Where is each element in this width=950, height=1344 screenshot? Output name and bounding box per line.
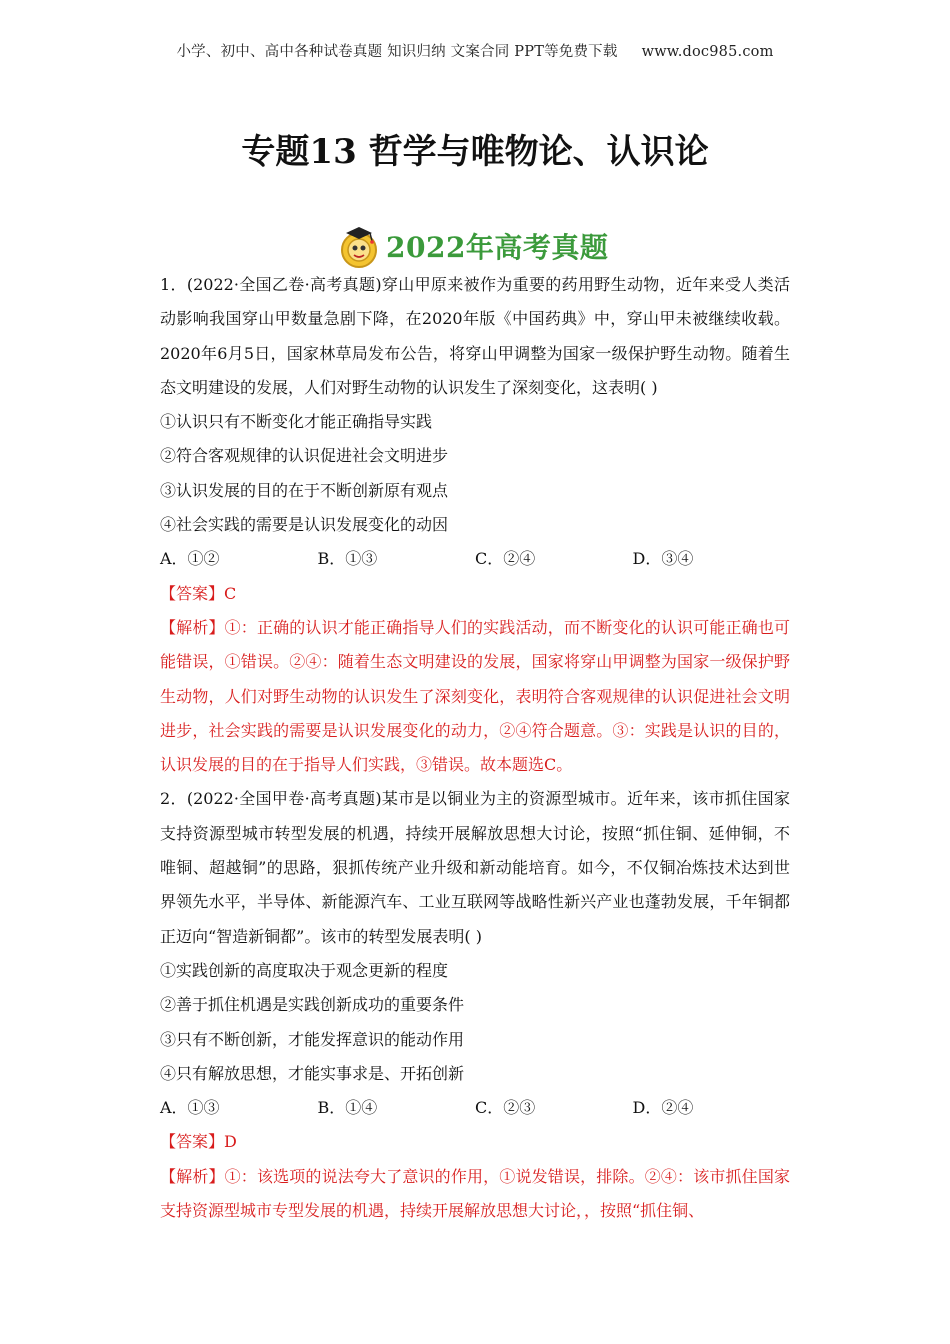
option-a: A．①③ [160, 1098, 220, 1118]
option-d: D．②④ [632, 1098, 694, 1118]
question-list [160, 268, 790, 1228]
page-title: 专题13 哲学与唯物论、认识论 [241, 132, 709, 172]
analysis-label: 【解析】 [160, 617, 225, 637]
option-b: B．①③ [317, 549, 378, 569]
analysis-text: ①：正确的认识才能正确指导人们的实践活动，而不断变化的认识可能正确也可能错误，①错误。②④：随着生态文明建设的发展，国家将穿山甲调整为国家一级保护野生动物，人们对野生动物的认识发生了深刻变化，表明符合客观规律的认识促进社会文明进步，社会实践的需要是认识发展变化的动力，②④符合题意。③：实践是认识的目的，认识发展的目的在于指导人们实践，③错误。故本题选C。 [160, 617, 790, 775]
option-b: B．①④ [317, 1098, 378, 1118]
question-item: ①实践创新的高度取决于观念更新的程度 [160, 960, 449, 980]
answer-options [160, 1091, 790, 1125]
header-text: 小学、初中、高中各种试卷真题 知识归纳 文案合同 PPT等免费下载 [176, 44, 618, 60]
section-badge [334, 222, 634, 272]
option-c: C．②④ [475, 549, 536, 569]
answer-line [160, 577, 790, 611]
question-item: ①认识只有不断变化才能正确指导实践 [160, 412, 433, 432]
page-header [0, 40, 950, 61]
answer-line [160, 1125, 790, 1159]
option-a: A．①② [160, 549, 220, 569]
badge-title: 2022年高考真题 [386, 231, 609, 264]
question-item: ②善于抓住机遇是实践创新成功的重要条件 [160, 995, 465, 1015]
answer-options [160, 542, 790, 576]
question-item: ②符合客观规律的认识促进社会文明进步 [160, 446, 449, 466]
header-site[interactable]: www.doc985.com [641, 44, 774, 60]
analysis-label: 【解析】 [160, 1166, 225, 1186]
option-d: D．③④ [632, 549, 694, 569]
answer-label: 【答案】 [160, 1132, 225, 1152]
question-stem: 2．(2022·全国甲卷·高考真题)某市是以铜业为主的资源型城市。近年来，该市抓住国家支持资源型城市转型发展的机遇，持续开展解放思想大讨论，按照“抓住铜、延伸铜，不唯铜、超越铜”的思路，狠抓传统产业升级和新动能培育。如今，不仅铜冶炼技术达到世界领先水平，半导体、新能源汽车、工业互联网等战略性新兴产业也蓬勃发展，千年铜都正迈向“智造新铜都”。该市的转型发展表明( ) [160, 789, 790, 946]
answer-label: 【答案】 [160, 583, 225, 603]
analysis-paragraph [160, 611, 790, 782]
option-c: C．②③ [475, 1098, 536, 1118]
question-item: ④社会实践的需要是认识发展变化的动因 [160, 515, 449, 535]
answer-value: D [224, 1132, 237, 1152]
question-item: ③认识发展的目的在于不断创新原有观点 [160, 480, 449, 500]
analysis-paragraph [160, 1160, 790, 1229]
question-item: ④只有解放思想，才能实事求是、开拓创新 [160, 1063, 465, 1083]
answer-value: C [224, 583, 237, 603]
question-stem: 1．(2022·全国乙卷·高考真题)穿山甲原来被作为重要的药用野生动物，近年来受人类活动影响我国穿山甲数量急剧下降，在2020年版《中国药典》中，穿山甲未被继续收载。2020年6月5日，国家林草局发布公告，将穿山甲调整为国家一级保护野生动物。随着生态文明建设的发展，人们对野生动物的认识发生了深刻变化，这表明( ) [160, 275, 790, 397]
exam-mascot-icon [334, 224, 384, 270]
question-item: ③只有不断创新，才能发挥意识的能动作用 [160, 1029, 465, 1049]
analysis-text: ①：该选项的说法夸大了意识的作用，①说发错误，排除。②④：该市抓住国家支持资源型城市专型发展的机遇，持续开展解放思想大讨论，，按照“抓住铜、 [160, 1166, 790, 1221]
